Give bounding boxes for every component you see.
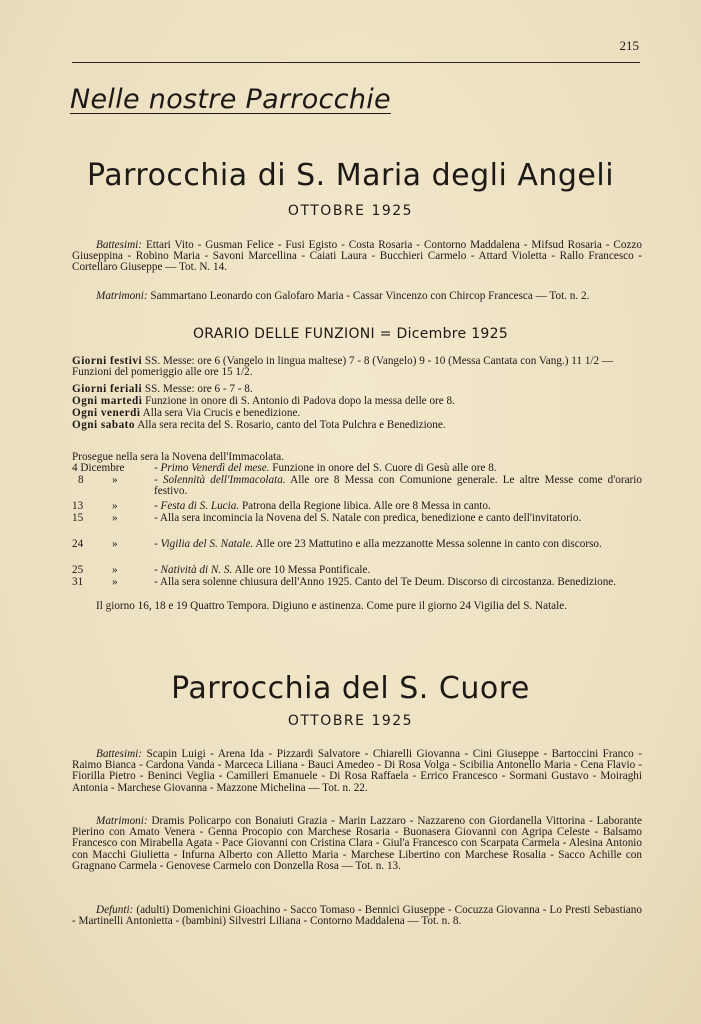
event-text: - Festa di S. Lucia. Patrona della Regione libica. Alle ore 8 Messa in canto. bbox=[154, 500, 491, 512]
defunti-label: Defunti: bbox=[96, 904, 134, 916]
prosegue-novena: Prosegue nella sera la Novena dell'Immacolata. bbox=[72, 451, 285, 463]
event-ditto: » bbox=[112, 564, 118, 576]
event-desc: Alla sera incomincia la Novena del S. Natale con predica, benedizione e canto dell'invitatorio. bbox=[159, 512, 582, 524]
schedule-text: SS. Messe: ore 6 (Vangelo in lingua maltese) 7 - 8 (Vangelo) 9 - 10 (Messa Cantata con Vang.) 11 1/2 — Funzioni del pomeriggio alle ore 15 1/2. bbox=[72, 355, 614, 379]
event-text: - Vigilia del S. Natale. Alle ore 23 Mattutino e alla mezzanotte Messa solenne in canto con discorso. bbox=[154, 538, 602, 550]
closing-note: Il giorno 16, 18 e 19 Quattro Tempora. Digiuno e astinenza. Come pure il giorno 24 Vigilia del S. Natale. bbox=[96, 600, 568, 612]
event-ditto: » bbox=[112, 538, 118, 550]
event-text: - Solennità dell'Immacolata. Alle ore 8 Messa con Comunione generale. Le altre Messe come d'orario festivo. bbox=[154, 474, 642, 497]
schedule-label: Ogni sabato bbox=[72, 419, 136, 431]
event-ditto: » bbox=[112, 576, 118, 588]
parish1-battesimi bbox=[72, 240, 642, 274]
schedule-label: Giorni festivi bbox=[72, 355, 143, 367]
schedule-festivi bbox=[72, 356, 642, 378]
parish2-defunti bbox=[72, 905, 642, 927]
parish2-matrimoni bbox=[72, 816, 642, 872]
schedule-label: Ogni venerdì bbox=[72, 407, 141, 419]
schedule-label: Ogni martedì bbox=[72, 395, 143, 407]
matrimoni-list: Sammartano Leonardo con Galofaro Maria - Cassar Vincenzo con Chircop Francesca — Tot. n. 2. bbox=[150, 290, 590, 302]
event-text: - Alla sera solenne chiusura dell'Anno 1925. Canto del Te Deum. Discorso di circostanza. Benedizione. bbox=[154, 576, 617, 588]
schedule-text: Alla sera recita del S. Rosario, canto del Tota Pulchra e Benedizione. bbox=[137, 419, 446, 431]
event-desc: Patrona della Regione libica. Alle ore 8 Messa in canto. bbox=[239, 500, 491, 512]
matrimoni-label: Matrimoni: bbox=[96, 815, 148, 827]
schedule-label: Giorni feriali bbox=[72, 383, 143, 395]
parish2-month: OTTOBRE 1925 bbox=[287, 713, 414, 729]
event-desc: Funzione in onore del S. Cuore di Gesù alle ore 8. bbox=[269, 462, 497, 474]
page-number: 215 bbox=[619, 38, 639, 53]
parish-title-santa-maria: Parrocchia di S. Maria degli Angeli bbox=[86, 158, 615, 193]
parish1-month: OTTOBRE 1925 bbox=[287, 203, 414, 219]
event-desc: Alla sera solenne chiusura dell'Anno 1925. Canto del Te Deum. Discorso di circostanza. Benedizione. bbox=[159, 576, 617, 588]
schedule-text: Alla sera Via Crucis e benedizione. bbox=[142, 407, 301, 419]
event-day: 31 bbox=[72, 576, 84, 588]
battesimi-list: Scapin Luigi - Arena Ida - Pizzardi Salvatore - Chiarelli Giovanna - Cini Giuseppe - Bartoccini Franco - Raimo Bianca - Cardona Vanda - Marceca Liliana - Bauci Amedeo - Di Rosa Volga - Scibilia Antonello Maria - Cena Flavio - Fiorilla Pietro - Beninci Veglia - Camilleri Emanuele - Di Rosa Raffaela - Errico Francesco - Sormani Gustavo - Moiraghi Antonia - Marchese Giovanna - Mazzone Michelina — Tot. n. 22. bbox=[72, 748, 642, 794]
matrimoni-list: Dramis Policarpo con Bonaiuti Grazia - Marin Lazzaro - Nazzareno con Giordanella Vittorina - Laborante Pierino con Amato Venera - Genna Procopio con Marchese Rosaria - Buonasera Giovanni con Agripa Celeste - Balsamo Francesco con Mirabella Agata - Pace Giovanni con Cristina Clara - Giul'a Francesco con Scarpata Carmela - Alesina Antonio con Macchi Giulietta - Infurna Alberto con Alletto Maria - Marchese Libertino con Marchese Rosalia - Sacco Achille con Gragnano Carmela - Genovese Carmelo con Donzella Rosa — Tot. n. 13. bbox=[72, 815, 643, 872]
event-row bbox=[72, 475, 642, 499]
event-title: Solennità dell'Immacolata. bbox=[162, 474, 286, 486]
event-title: Primo Venerdì del mese. bbox=[160, 462, 270, 474]
battesimi-label: Battesimi: bbox=[96, 239, 142, 251]
section-title: Nelle nostre Parrocchie bbox=[70, 84, 391, 115]
event-ditto: » bbox=[112, 512, 118, 524]
event-text: - Alla sera incomincia la Novena del S. Natale con predica, benedizione e canto dell'invitatorio. bbox=[154, 512, 582, 524]
battesimi-list: Ettari Vito - Gusman Felice - Fusi Egisto - Costa Rosaria - Contorno Maddalena - Mifsud Rosaria - Cozzo Giuseppina - Robino Maria - Savoni Marcellina - Caiati Laura - Bucchieri Carmelo - Attard Violetta - Rallo Francesco - Cortellaro Giuseppe — Tot. N. 14. bbox=[72, 239, 642, 274]
schedule-feriali bbox=[72, 384, 642, 395]
schedule-martedi bbox=[72, 396, 642, 407]
event-day: 4 Dicembre bbox=[72, 462, 125, 474]
event-row bbox=[72, 539, 642, 563]
parish-title-sacro-cuore: Parrocchia del S. Cuore bbox=[171, 671, 530, 706]
event-day: 24 bbox=[72, 538, 84, 550]
schedule-text: SS. Messe: ore 6 - 7 - 8. bbox=[144, 383, 253, 395]
battesimi-label: Battesimi: bbox=[96, 748, 142, 760]
event-ditto: » bbox=[112, 474, 118, 486]
event-day: 8 bbox=[78, 474, 84, 486]
parish1-matrimoni bbox=[72, 291, 642, 302]
event-day: 13 bbox=[72, 500, 84, 512]
defunti-list: (adulti) Domenichini Gioachino - Sacco Tomaso - Bennici Giuseppe - Cocuzza Giovanna - Lo Presti Sebastiano - Martinelli Antonietta - (bambini) Silvestri Liliana - Contorno Maddalena — Tot. n. 8. bbox=[72, 904, 642, 928]
header-rule bbox=[72, 62, 640, 63]
event-ditto: » bbox=[112, 500, 118, 512]
event-title: Festa di S. Lucia. bbox=[160, 500, 240, 512]
event-text: - Primo Venerdì del mese. Funzione in onore del S. Cuore di Gesù alle ore 8. bbox=[154, 462, 497, 474]
schedule-sabato bbox=[72, 420, 642, 431]
event-day: 25 bbox=[72, 564, 84, 576]
event-row bbox=[72, 513, 642, 537]
event-desc: Alle ore 23 Mattutino e alla mezzanotte Messa solenne in canto con discorso. bbox=[253, 538, 602, 550]
orario-heading: ORARIO DELLE FUNZIONI = Dicembre 1925 bbox=[192, 326, 509, 342]
parish2-battesimi bbox=[72, 749, 642, 794]
schedule-text: Funzione in onore di S. Antonio di Padova dopo la messa delle ore 8. bbox=[145, 395, 455, 407]
event-day: 15 bbox=[72, 512, 84, 524]
event-title: Vigilia del S. Natale. bbox=[160, 538, 254, 550]
schedule-venerdi bbox=[72, 408, 642, 419]
event-desc: Alle ore 10 Messa Pontificale. bbox=[232, 564, 371, 576]
event-text: - Natività di N. S. Alle ore 10 Messa Pontificale. bbox=[154, 564, 371, 576]
event-desc: Alle ore 8 Messa con Comunione generale. Le altre Messe come d'orario festivo. bbox=[154, 474, 642, 497]
event-row bbox=[72, 577, 642, 601]
event-title: Natività di N. S. bbox=[160, 564, 233, 576]
matrimoni-label: Matrimoni: bbox=[96, 290, 148, 302]
